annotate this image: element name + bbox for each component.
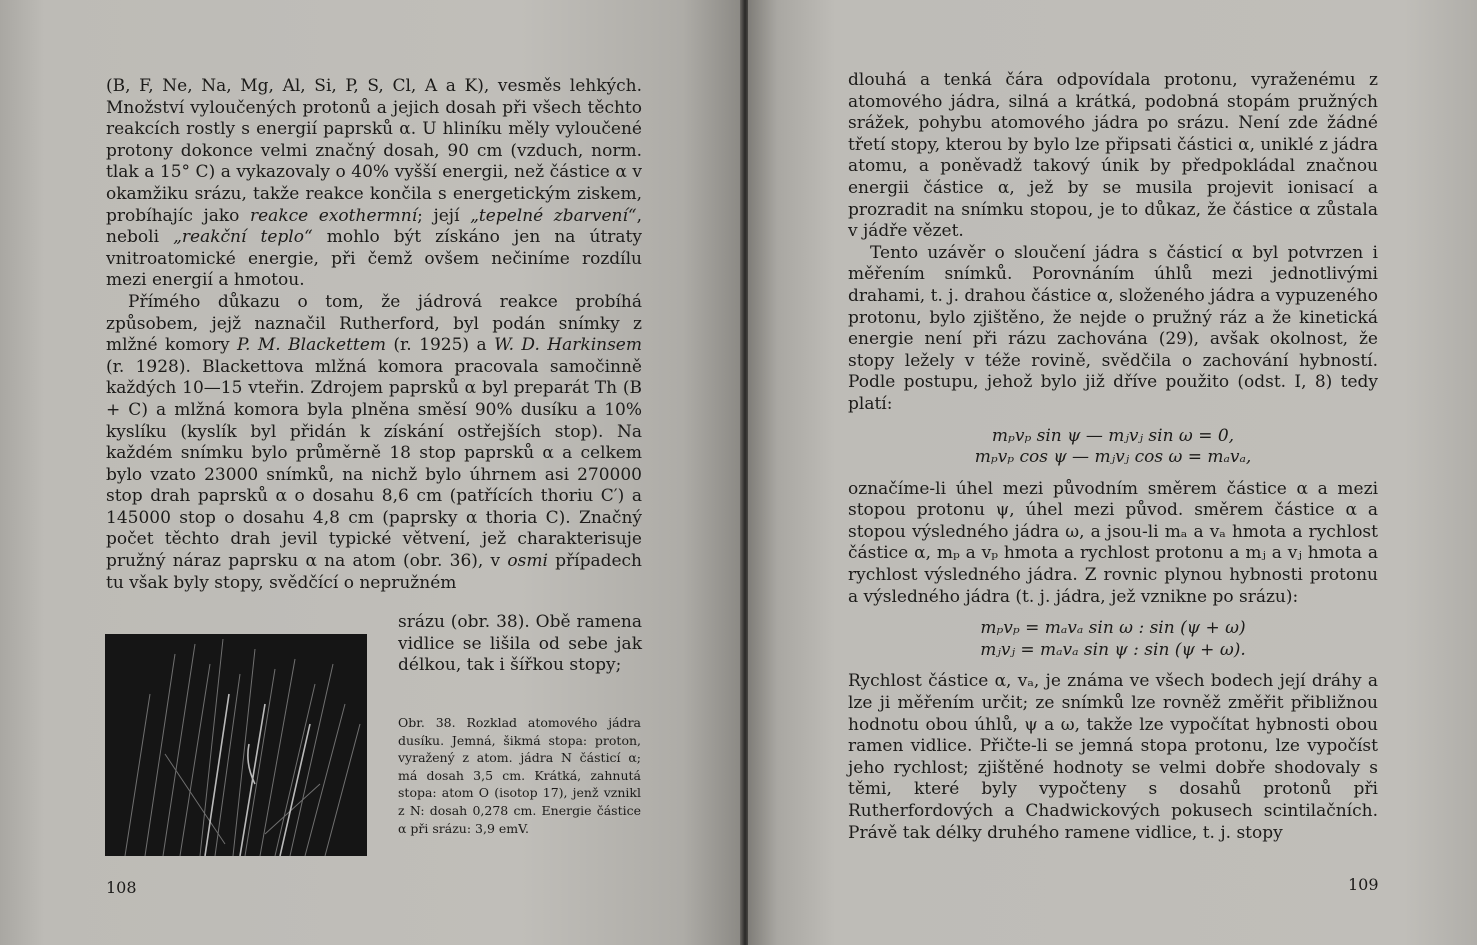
emphasis: P. M. Blackettem (237, 335, 386, 356)
emphasis: „tepelné zbarvení“ (470, 205, 637, 226)
emphasis: reakce exothermní (250, 205, 418, 226)
emphasis: osmi (507, 551, 548, 572)
figure-wrap-text: srázu (obr. 38). Obě ramena vidlice se lišila od sebe jak délkou, tak i šířkou stopy; (398, 612, 642, 676)
text-run: případech tu však byly stopy, svědčící o nepružném (106, 551, 643, 593)
equation-4: mⱼvⱼ = mₐvₐ sin ψ : sin (ψ + ω). (980, 639, 1246, 660)
emphasis: W. D. Harkinsem (494, 335, 642, 356)
text-run: , neboli (106, 205, 643, 248)
equation-2: mₚvₚ cos ψ — mⱼvⱼ cos ω = mₐvₐ, (974, 447, 1252, 468)
emphasis: „reakční teplo“ (173, 227, 313, 248)
right-paragraph-2: Tento uzávěr o sloučení jádra s částicí α byl potvrzen i měřením snímků. Porovnáním úhlů mezi jednotlivými drahami, t. j. drahou částice α, složeného jádra a vypuzeného protonu, bylo zjištěno, že nejde o pružný ráz a že kinetická energie není při rázu zachována (29), avšak okolnost, že stopy ležely v téže rovině, svědčila o zachování hybností. Podle postupu, jehož bylo již dříve použito (odst. I, 8) tedy platí: (848, 242, 1378, 414)
right-text-column (848, 70, 1378, 844)
figure-caption: Obr. 38. Rozklad atomového jádra dusíku. Jemná, šikmá stopa: proton, vyražený z atom. jádra N částicí α; má dosah 3,5 cm. Krátká, zahnutá stopa: atom O (isotop 17), jenž vznikl z N: dosah 0,278 cm. Energie částice α při srázu: 3,9 emV. (398, 715, 641, 836)
equation-1: mₚvₚ sin ψ — mⱼvⱼ sin ω = 0, (991, 425, 1235, 446)
text-run: (r. 1928). Blackettova mlžná komora pracovala samočinně každých 10—15 vteřin. Zdrojem paprsků α byl preparát Th (B + C) a mlžná komora byla plněna směsí 90% dusíku a 10% kyslíku (kyslík byl přidán k získání ostřejších stop). Na každém snímku bylo průměrně 18 stop paprsků α a celkem bylo vzato 23000 snímků, na nichž bylo úhrnem asi 270000 stop drah paprsků α o dosahu 8,6 cm (patřících thoriu C′) a 145000 stop o dosahu 4,8 cm (paprsky α thoria C). Značný počet těchto drah jevil typické větvení, jež charakterisuje pružný náraz paprsku α na atom (obr. 36), v (106, 356, 642, 572)
text-run: (r. 1925) a (385, 335, 487, 356)
page-number-left: 108 (106, 878, 137, 897)
right-paragraph-4: Rychlost částice α, vₐ, je známa ve všech bodech její dráhy a lze ji měřením určit; ze snímků lze rovněž změřit přibližnou hodnotu obou úhlů, ψ a ω, takže lze vypočítat hybnosti obou ramen vidlice. Přičte-li se jemná stopa protonu, lze vypočíst jeho rychlost; zjištěné hodnoty se velmi dobře shodovaly s těmi, které byly vypočteny s dosahů protonů při Rutherfordových a Chadwickových pokusech scintilačních. Právě tak délky druhého ramene vidlice, t. j. stopy (848, 671, 1378, 843)
left-paragraph-1 (106, 76, 642, 292)
left-paragraph-2 (106, 292, 642, 594)
right-paragraph-1: dlouhá a tenká čára odpovídala protonu, vyraženému z atomového jádra, silná a krátká, podobná stopám pružných srážek, pohybu atomového jádra po srázu. Není zde žádné třetí stopy, kterou by bylo lze připsati částici α, uniklé z jádra atomu, a poněvadž takový únik by předpokládal značnou energii částice α, jež by se musila projevit ionisací a prozradit na snímku stopou, je to důkaz, že částice α zůstala v jádře vězet. (848, 70, 1378, 242)
text-run: (B, F, Ne, Na, Mg, Al, Si, P, S, Cl, A a K), vesměs lehkých. Množství vyloučených protonů a jejich dosah při všech těchto reakcích rostly s energií paprsků α. U hliníku měly vyloučené protony dokonce velmi značný dosah, 90 cm (vzduch, norm. tlak a 15° C) a vykazovaly o 40% vyšší energii, než částice α v okamžiku srázu, takže reakce končila s energetickým ziskem, probíhajíc jako (106, 76, 642, 226)
left-text-column (106, 76, 642, 594)
text-run: mohlo být získáno jen na útraty vnitroatomické energie, při čemž ovšem nečiníme rozdílu mezi energií a hmotou. (106, 227, 642, 291)
text-run: ; její (417, 205, 460, 226)
text-run: Přímého důkazu o tom, že jádrová reakce probíhá způsobem, jejž naznačil Rutherford, byl podán snímky z mlžné komory (106, 291, 642, 356)
cloud-chamber-photo (105, 634, 367, 856)
page-number-right: 109 (1348, 875, 1379, 894)
right-paragraph-3: označíme-li úhel mezi původním směrem částice α a mezi stopou protonu ψ, úhel mezi původ. směrem částice α a stopou výsledného jádra ω, a jsou-li mₐ a vₐ hmota a rychlost částice α, mₚ a vₚ hmota a rychlost protonu a mⱼ a vⱼ hmota a rychlost výsledného jádra. Z rovnic plynou hybnosti protonu a výsledného jádra (t. j. jádra, jež vznikne po srázu): (848, 478, 1378, 607)
right-page (748, 0, 1477, 945)
equation-3: mₚvₚ = mₐvₐ sin ω : sin (ψ + ω) (980, 618, 1246, 639)
track-image (105, 634, 367, 856)
